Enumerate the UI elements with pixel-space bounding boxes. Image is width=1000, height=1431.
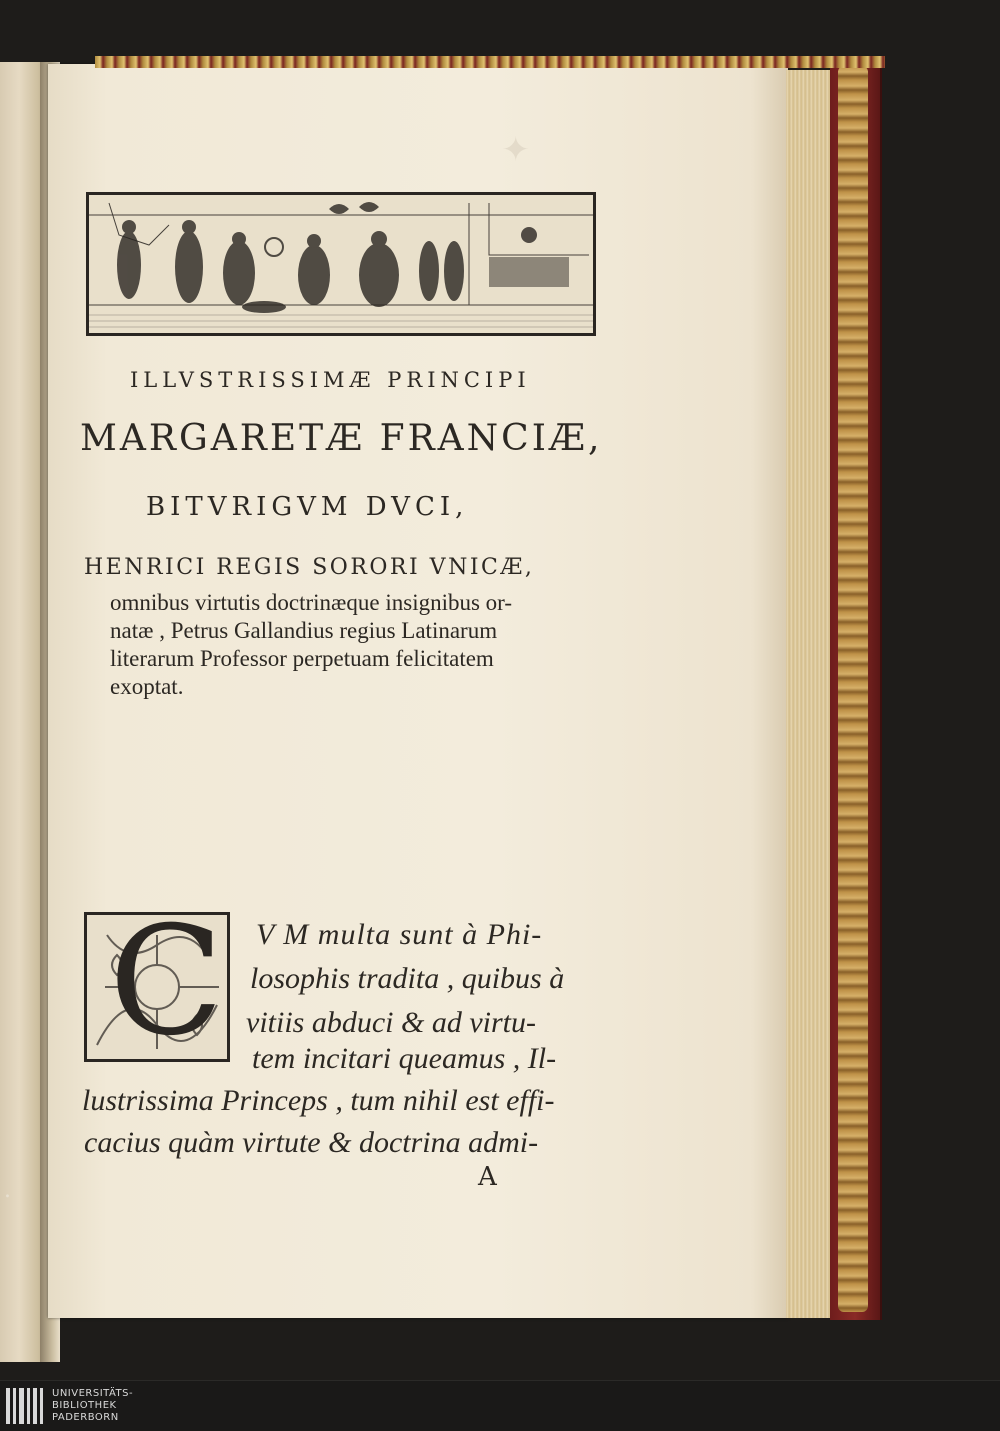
dedication-line-3: literarum Professor perpetuam felicitatem — [110, 646, 494, 671]
heading-line-2: MARGARETÆ FRANCIÆ, — [80, 418, 603, 459]
text-line-2: losophis tradita , quibus à — [250, 962, 565, 995]
logo-line-3: PADERBORN — [52, 1412, 119, 1423]
bleed-through-text: ✦ — [495, 130, 530, 170]
text-line-1: V M multa sunt à Phi- — [256, 918, 543, 951]
library-footer — [0, 1380, 1000, 1431]
library-logo-icon — [6, 1388, 46, 1424]
woodcut-illustration — [86, 192, 596, 336]
library-logo-text — [52, 1388, 133, 1424]
text-line-3: vitiis abduci & ad virtu- — [246, 1006, 536, 1039]
gilt-top-border — [95, 56, 885, 68]
binding-board — [830, 58, 882, 1320]
logo-line-1: UNIVERSITÄTS- — [52, 1388, 134, 1399]
dedication-line-1: omnibus virtutis doctrinæque insignibus or- — [110, 590, 513, 615]
heading-line-1: ILLVSTRISSIMÆ PRINCIPI — [130, 368, 531, 392]
woodcut-scene-icon — [89, 195, 593, 333]
heading-line-3: BITVRIGVM DVCI, — [146, 492, 469, 522]
initial-letter: C — [109, 895, 224, 1069]
dedication-line-4: exoptat. — [110, 674, 184, 699]
gilt-page-edges — [786, 70, 830, 1318]
text-line-6: cacius quàm virtute & doctrina admi- — [84, 1126, 539, 1159]
dedication-line-2: natæ , Petrus Gallandius regius Latinarum — [110, 618, 498, 643]
signature-mark: A — [478, 1162, 497, 1192]
text-line-4: tem incitari queamus , Il- — [252, 1042, 557, 1075]
gilt-tooling — [838, 66, 868, 1312]
heading-line-4: HENRICI REGIS SORORI VNICÆ, — [84, 555, 535, 580]
logo-line-2: BIBLIOTHEK — [52, 1400, 117, 1411]
text-line-5: lustrissima Princeps , tum nihil est effi- — [82, 1084, 555, 1117]
decorated-initial — [84, 895, 230, 1069]
margin-mark: . — [4, 1178, 11, 1203]
